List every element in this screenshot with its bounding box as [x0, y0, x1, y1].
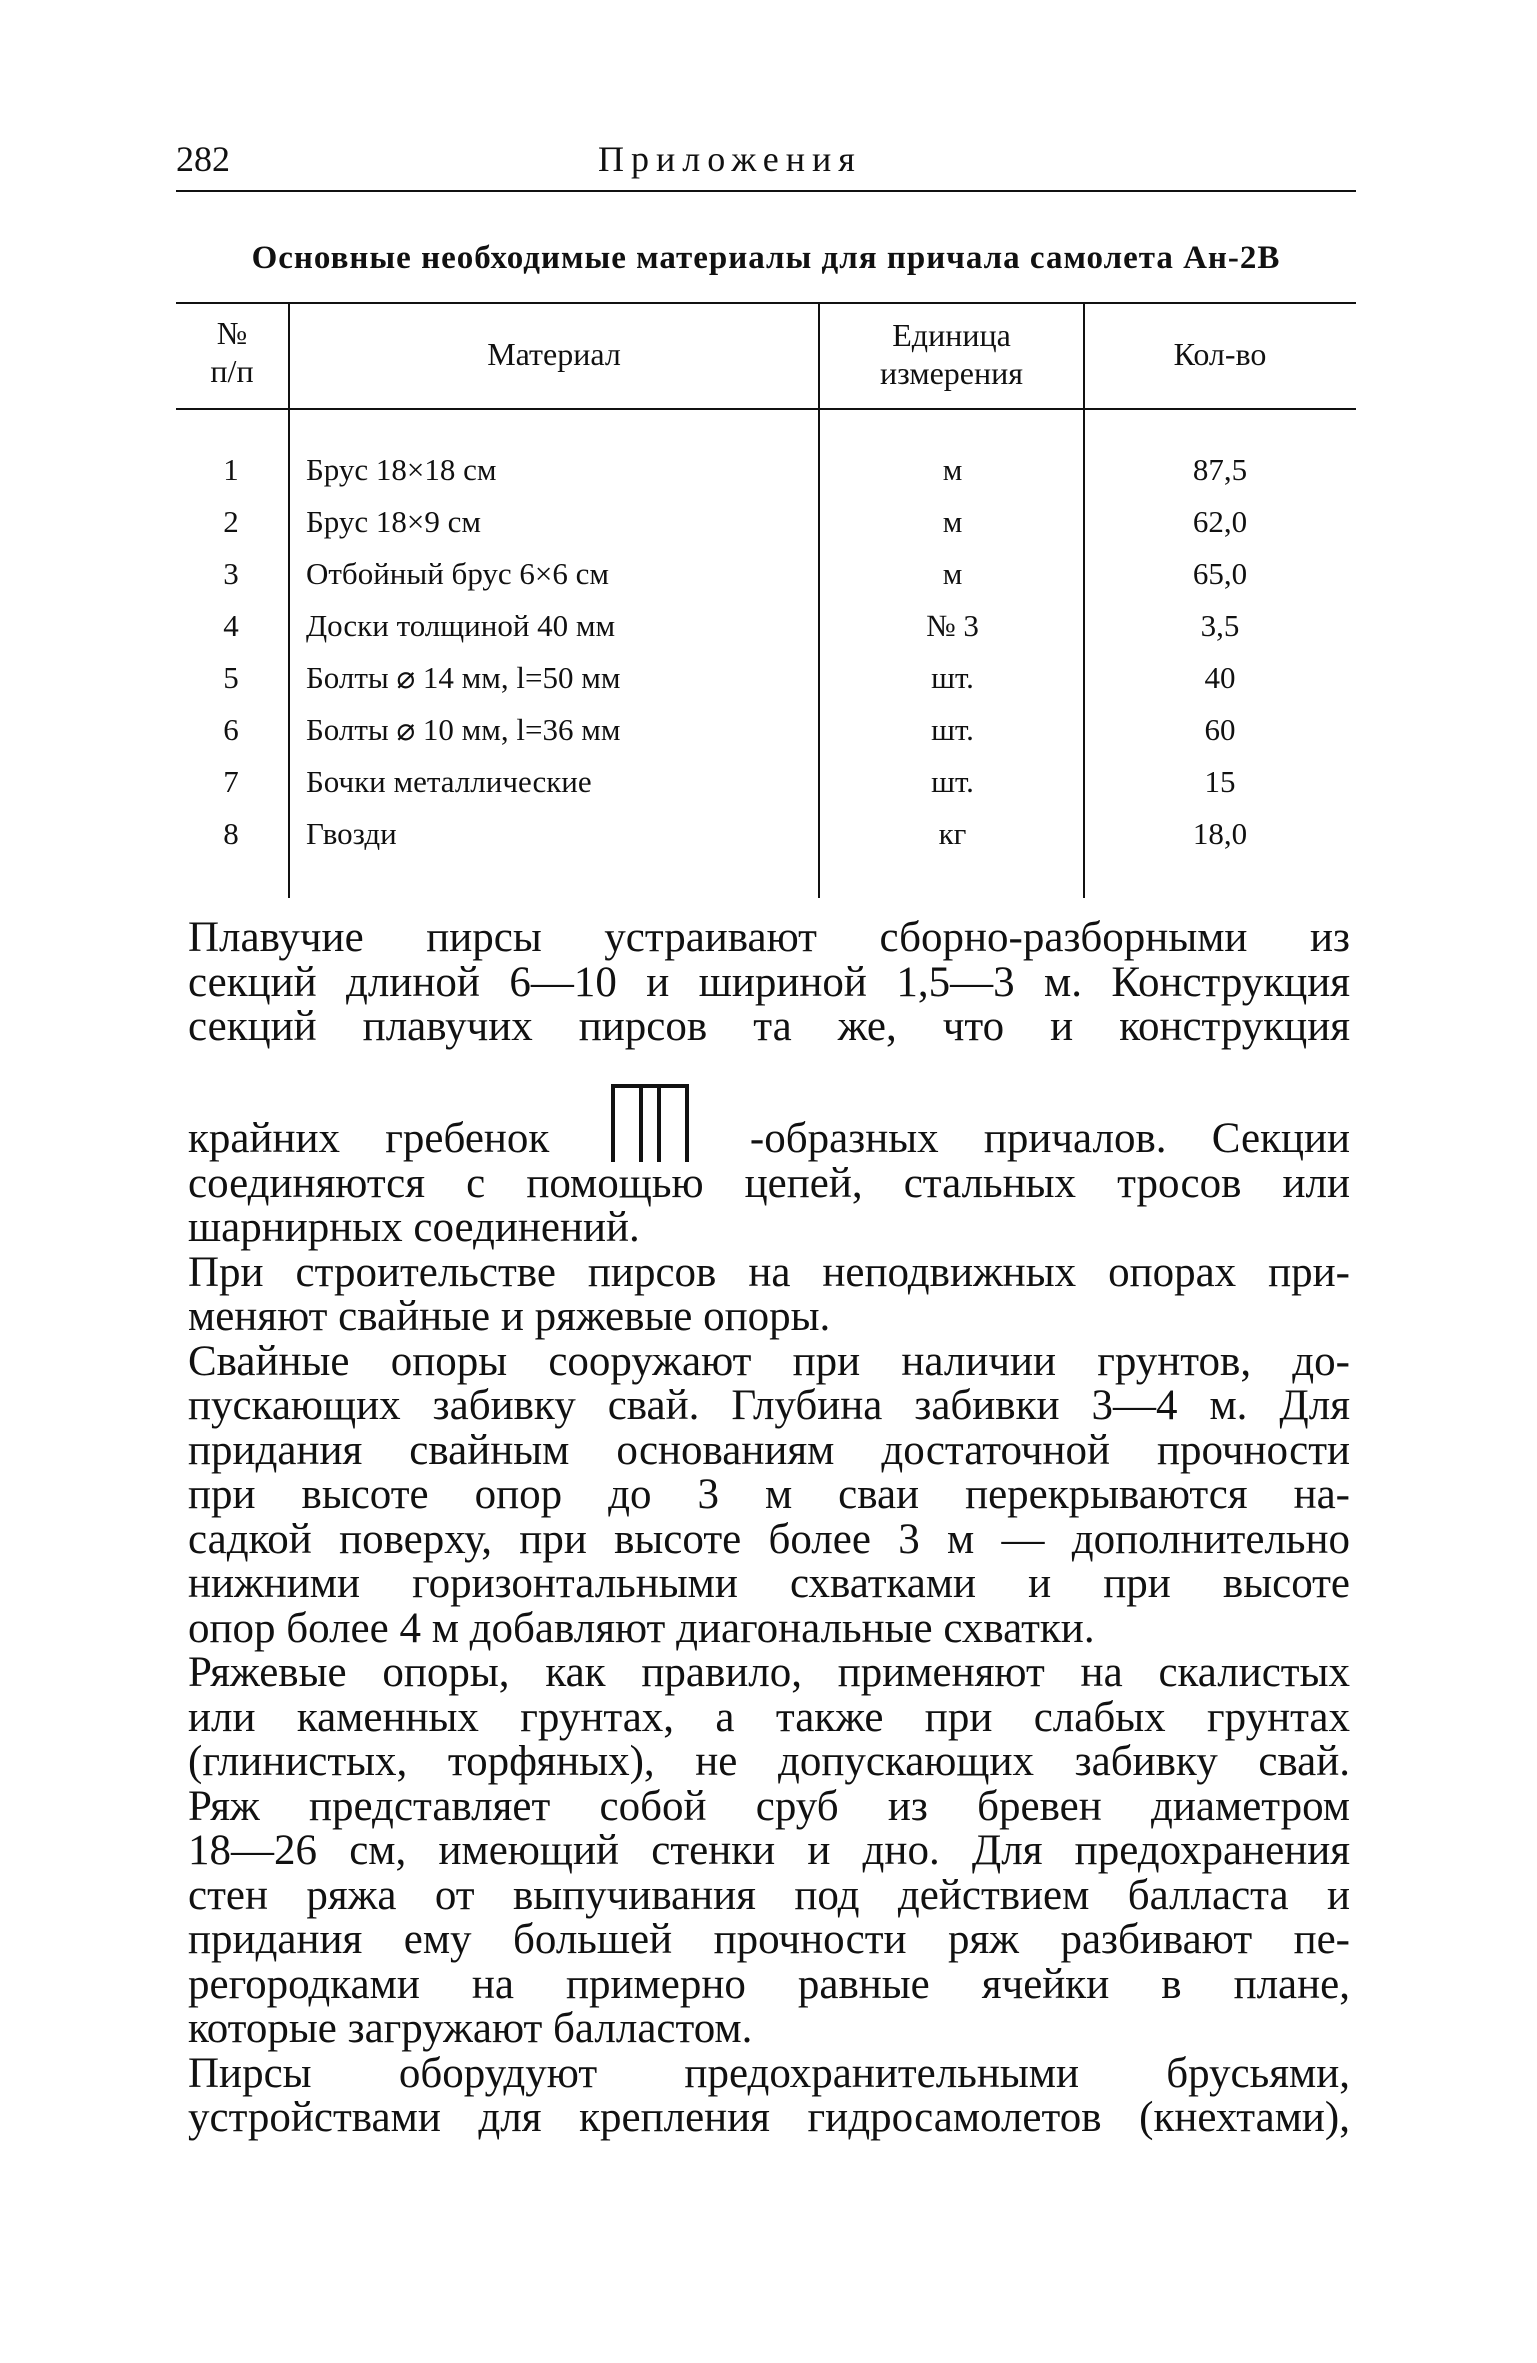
header-num-line2: п/п	[210, 353, 254, 389]
table-row	[0, 600, 1537, 652]
row-material: Болты ⌀ 14 мм, l=50 мм	[306, 660, 621, 695]
table-row	[0, 756, 1537, 808]
row-num: 7	[223, 764, 239, 799]
row-material: Бочки металлические	[306, 764, 592, 799]
row-unit: шт.	[931, 660, 974, 695]
row-qty: 87,5	[1192, 452, 1248, 487]
row-num: 8	[223, 816, 239, 851]
table-row	[0, 444, 1537, 496]
text-line: секций плавучих пирсов та же, что и конструкция	[188, 1003, 1350, 1050]
text-line: стен ряжа от выпучивания под действием балласта и	[188, 1871, 1350, 1919]
table-row	[0, 808, 1537, 860]
header-material: Материал	[487, 336, 621, 372]
row-qty: 40	[1204, 660, 1236, 695]
row-num: 6	[223, 712, 239, 747]
text-line: придания ему большей прочности ряж разбивают пе-	[188, 1916, 1350, 1963]
text-line: устройствами для крепления гидросамолетов (кнехтами),	[188, 2094, 1350, 2141]
text-line: садкой поверху, при высоте более 3 м — дополнительно	[188, 1515, 1350, 1563]
text-line: которые загружают балластом.	[188, 2005, 753, 2052]
text-line-with-symbol	[188, 1078, 1350, 1162]
row-unit: м	[942, 556, 963, 591]
pi-shape-svg	[595, 1078, 705, 1162]
row-material: Брус 18×18 см	[306, 452, 497, 487]
row-unit: № 3	[926, 608, 979, 643]
text-line: или каменных грунтах, а также при слабых грунтах	[188, 1693, 1350, 1741]
table-row	[0, 496, 1537, 548]
row-material: Отбойный брус 6×6 см	[306, 556, 610, 591]
row-unit: шт.	[931, 712, 974, 747]
row-unit: кг	[938, 816, 967, 851]
row-material: Брус 18×9 см	[306, 504, 482, 539]
text-line: (глинистых, торфяных), не допускающих забивку свай.	[188, 1738, 1350, 1785]
text-line: При строительстве пирсов на неподвижных опорах при-	[188, 1248, 1350, 1296]
text-line: регородками на примерно равные ячейки в плане,	[188, 1960, 1350, 2008]
text-line: при высоте опор до 3 м сваи перекрываются на-	[188, 1471, 1350, 1518]
running-head: Приложения	[598, 139, 862, 179]
text-line: секций длиной 6—10 и шириной 1,5—3 м. Конструкция	[188, 958, 1350, 1006]
table-row	[0, 652, 1537, 704]
pi-shape-icon	[595, 1078, 705, 1162]
text-line: Плавучие пирсы устраивают сборно-разборными из	[188, 914, 1350, 961]
row-num: 3	[223, 556, 239, 591]
table-header-rule	[176, 408, 1356, 410]
text-line: придания свайным основаниям достаточной прочности	[188, 1426, 1350, 1474]
row-unit: м	[942, 452, 963, 487]
row-qty: 3,5	[1200, 608, 1240, 643]
table-row	[0, 704, 1537, 756]
text-line: Ряж представляет собой сруб из бревен диаметром	[188, 1782, 1350, 1830]
header-unit-line2: измерения	[880, 355, 1023, 391]
row-num: 2	[223, 504, 239, 539]
row-qty: 60	[1204, 712, 1236, 747]
text-line: шарнирных соединений.	[188, 1204, 640, 1251]
row-material: Доски толщиной 40 мм	[306, 608, 616, 643]
header-unit-line1: Единица	[892, 317, 1011, 353]
table-top-rule	[176, 302, 1356, 304]
page-number: 282	[176, 139, 230, 179]
text-line: Пирсы оборудуют предохранительными брусьями,	[188, 2049, 1350, 2097]
text-line: Ряжевые опоры, как правило, применяют на скалистых	[188, 1649, 1350, 1696]
row-qty: 62,0	[1192, 504, 1248, 539]
header-qty: Кол-во	[1173, 336, 1267, 372]
table-title: Основные необходимые материалы для причала самолета Ан-2В	[251, 240, 1281, 276]
text-fragment: крайних гребенок	[188, 1114, 550, 1162]
header-num-line1: №	[216, 315, 248, 351]
row-unit: шт.	[931, 764, 974, 799]
text-line: нижними горизонтальными схватками и при высоте	[188, 1560, 1350, 1607]
text-line: меняют свайные и ряжевые опоры.	[188, 1293, 831, 1340]
row-material: Болты ⌀ 10 мм, l=36 мм	[306, 712, 621, 747]
row-material: Гвозди	[306, 816, 397, 851]
row-num: 4	[223, 608, 239, 643]
text-line: 18—26 см, имеющий стенки и дно. Для предохранения	[188, 1827, 1350, 1874]
row-qty: 15	[1204, 764, 1236, 799]
row-num: 5	[223, 660, 239, 695]
header-rule	[176, 190, 1356, 192]
text-fragment: -образных причалов. Секции	[749, 1114, 1351, 1162]
row-unit: м	[942, 504, 963, 539]
body-text	[188, 916, 1350, 2141]
text-line: соединяются с помощью цепей, стальных тросов или	[188, 1159, 1350, 1207]
header-num	[176, 314, 288, 390]
row-qty: 18,0	[1192, 816, 1248, 851]
row-qty: 65,0	[1192, 556, 1248, 591]
header-unit	[820, 316, 1083, 392]
row-num: 1	[223, 452, 239, 487]
table-row	[0, 548, 1537, 600]
text-line: пускающих забивку свай. Глубина забивки 3—4 м. Для	[188, 1382, 1350, 1429]
text-line: опор более 4 м добавляют диагональные схватки.	[188, 1604, 1095, 1652]
text-line: Свайные опоры сооружают при наличии грунтов, до-	[188, 1337, 1350, 1385]
